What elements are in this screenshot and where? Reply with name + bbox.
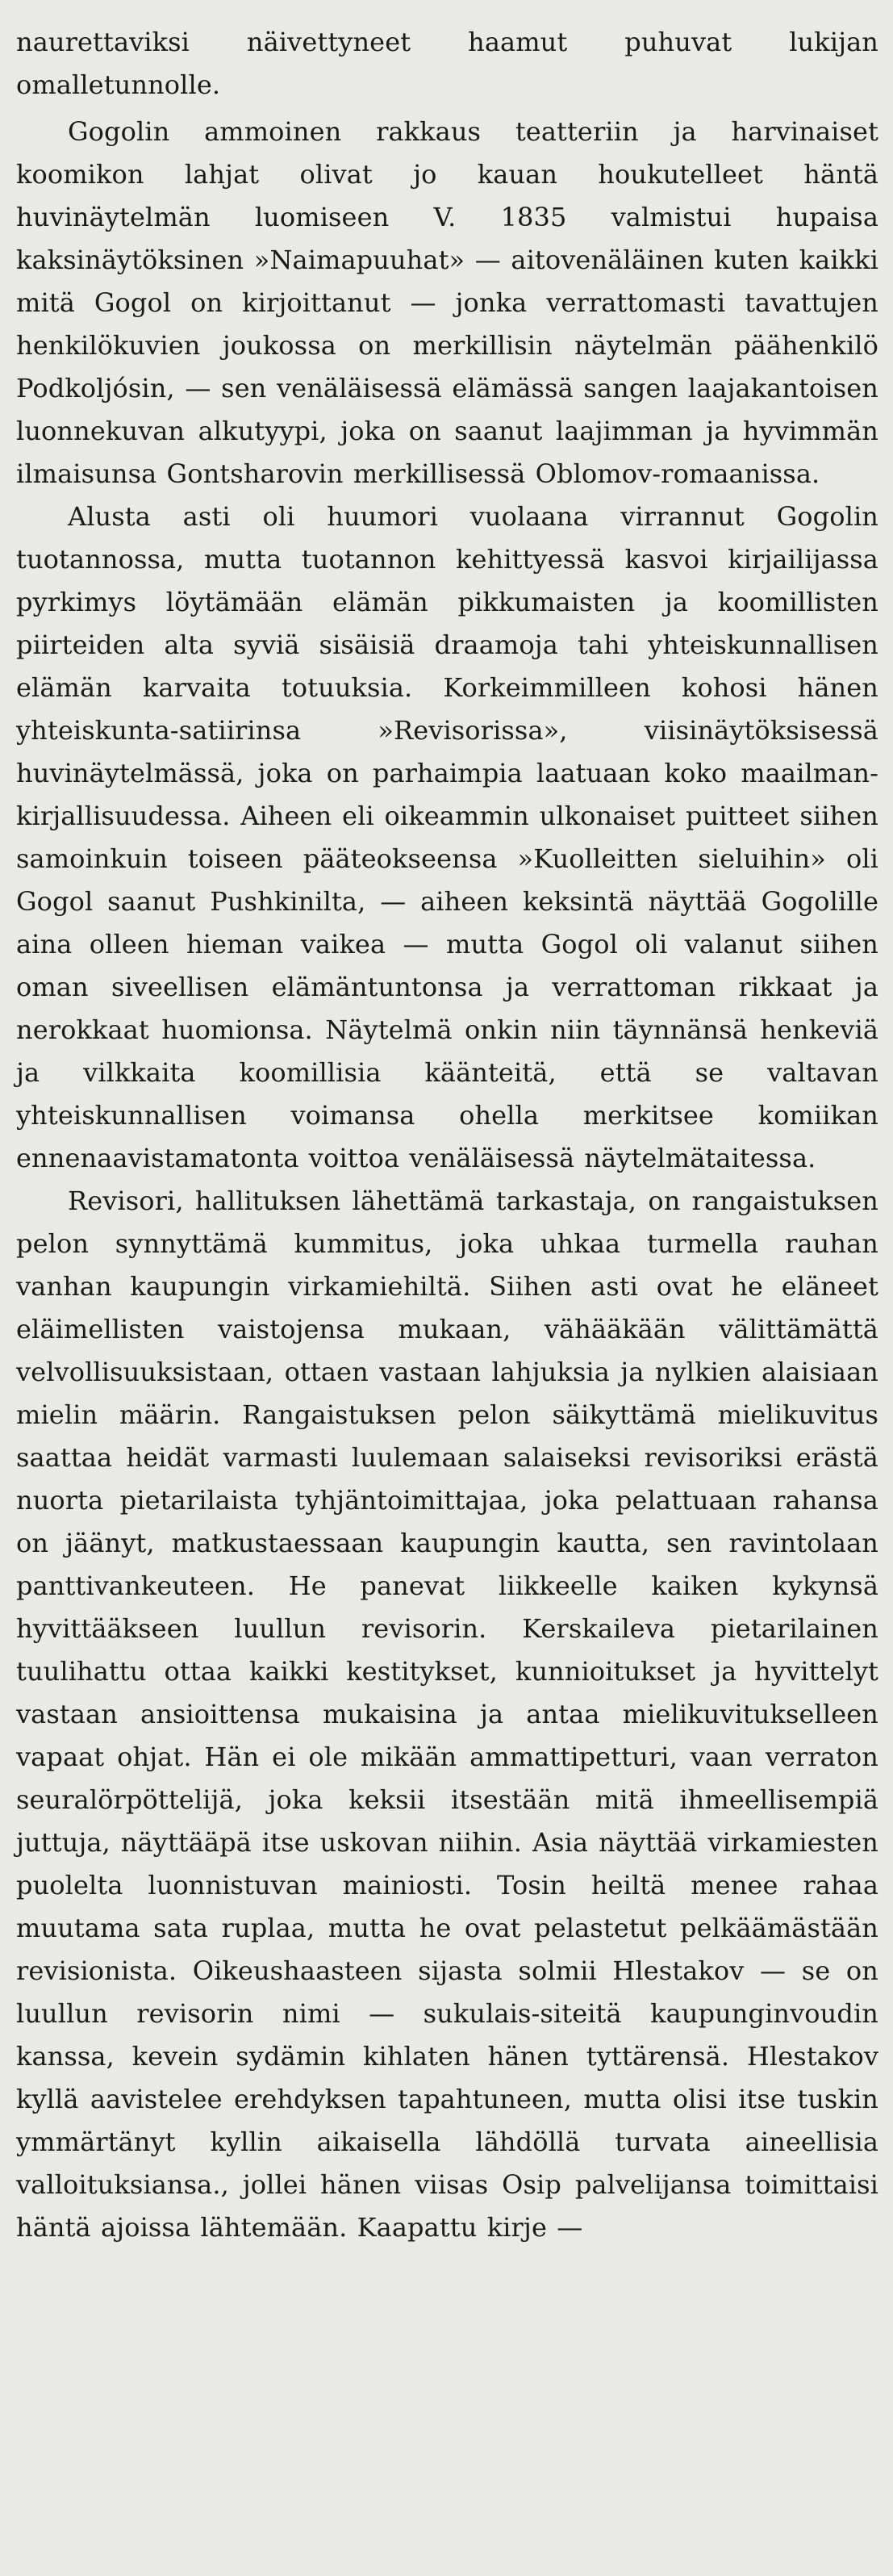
text-column [16, 21, 878, 2249]
paragraph-gogol-theatre: Gogolin ammoinen rakkaus teatteriin ja harvinaiset koomikon lahjat olivat jo kauan houkutelleet häntä huvinäytelmän luomiseen V. 1835 valmistui hupaisa kaksinäytöksinen »Naimapuuhat» — aitovenäläinen kuten kaikki mitä Gogol on kirjoittanut — jonka verrattomasti tavattujen henkilökuvien joukossa on merkillisin näytelmän päähenkilö Podkoljósin, — sen venäläisessä elämässä sangen laajakantoisen luonnekuvan alkutyypi, joka on saanut laajimman ja hyvimmän ilmaisunsa Gontsharovin merkillisessä Oblomov-romaanissa. [16, 116, 878, 489]
paragraph-continuation: naurettaviksi näivettyneet haamut puhuvat lukijan omalletunnolle. [16, 27, 878, 100]
paragraph-revisor-plot: Revisori, hallituksen lähettämä tarkastaja, on rangaistuksen pelon synnyttämä kummitus, joka uhkaa turmella rauhan vanhan kaupungin virkamiehiltä. Siihen asti ovat he eläneet eläimellisten vaistojensa mukaan, vähääkään välittämättä velvollisuuksistaan, ottaen vastaan lahjuksia ja nylkien alaisiaan mielin määrin. Rangaistuksen pelon säikyttämä mielikuvitus saattaa heidät varmasti luulemaan salaiseksi revisoriksi erästä nuorta pietarilaista tyhjäntoimittajaa, joka pelattuaan rahansa on jäänyt, matkustaessaan kaupungin kautta, sen ravintolaan panttivankeuteen. He panevat liikkeelle kaiken kykynsä hyvittääkseen luullun revisorin. Kerskaileva pietarilainen tuulihattu ottaa kaikki kestitykset, kunnioitukset ja hyvittelyt vastaan ansioittensa mukaisina ja antaa mielikuvitukselleen vapaat ohjat. Hän ei ole mikään ammattipetturi, vaan verraton seuralörpöttelijä, joka keksii itsestään mitä ihmeellisempiä juttuja, näyttääpä itse uskovan niihin. Asia näyttää virkamiesten puolelta luonnistuvan mainiosti. Tosin heiltä menee rahaa muutama sata ruplaa, mutta he ovat pelastetut pelkäämästään revisionista. Oikeushaasteen sijasta solmii Hlestakov — se on luullun revisorin nimi — sukulais-siteitä kaupunginvoudin kanssa, kevein sydämin kihlaten hänen tyttärensä. Hlestakov kyllä aavistelee erehdyksen tapahtuneen, mutta olisi itse tuskin ymmärtänyt kyllin aikaisella lähdöllä turvata aineellisia valloituksiansa., jollei hänen viisas Osip palvelijansa toimittaisi häntä ajoissa lähtemään. Kaapattu kirje — [16, 1186, 878, 2243]
paragraph-revisor-introduction: Alusta asti oli huumori vuolaana virrannut Gogolin tuotannossa, mutta tuotannon kehittyessä kasvoi kirjailijassa pyrkimys löytämään elämän pikkumaisten ja koomillisten piirteiden alta syviä sisäisiä draamoja tahi yhteiskunnallisen elämän karvaita totuuksia. Korkeimmilleen kohosi hänen yhteiskunta-satiirinsa »Revisorissa», viisinäytöksisessä huvinäytelmässä, joka on parhaimpia laatuaan koko maailman-kirjallisuudessa. Aiheen eli oikeammin ulkonaiset puitteet siihen samoinkuin toiseen pääteokseensa »Kuolleitten sieluihin» oli Gogol saanut Pushkinilta, — aiheen keksintä näyttää Gogolille aina olleen hieman vaikea — mutta Gogol oli valanut siihen oman siveellisen elämäntuntonsa ja verrattoman rikkaat ja nerokkaat huomionsa. Näytelmä onkin niin täynnänsä henkeviä ja vilkkaita koomillisia käänteitä, että se valtavan yhteiskunnallisen voimansa ohella merkitsee komiikan ennenaavistamatonta voittoa venäläisessä näytelmätaitessa. [16, 501, 878, 1173]
